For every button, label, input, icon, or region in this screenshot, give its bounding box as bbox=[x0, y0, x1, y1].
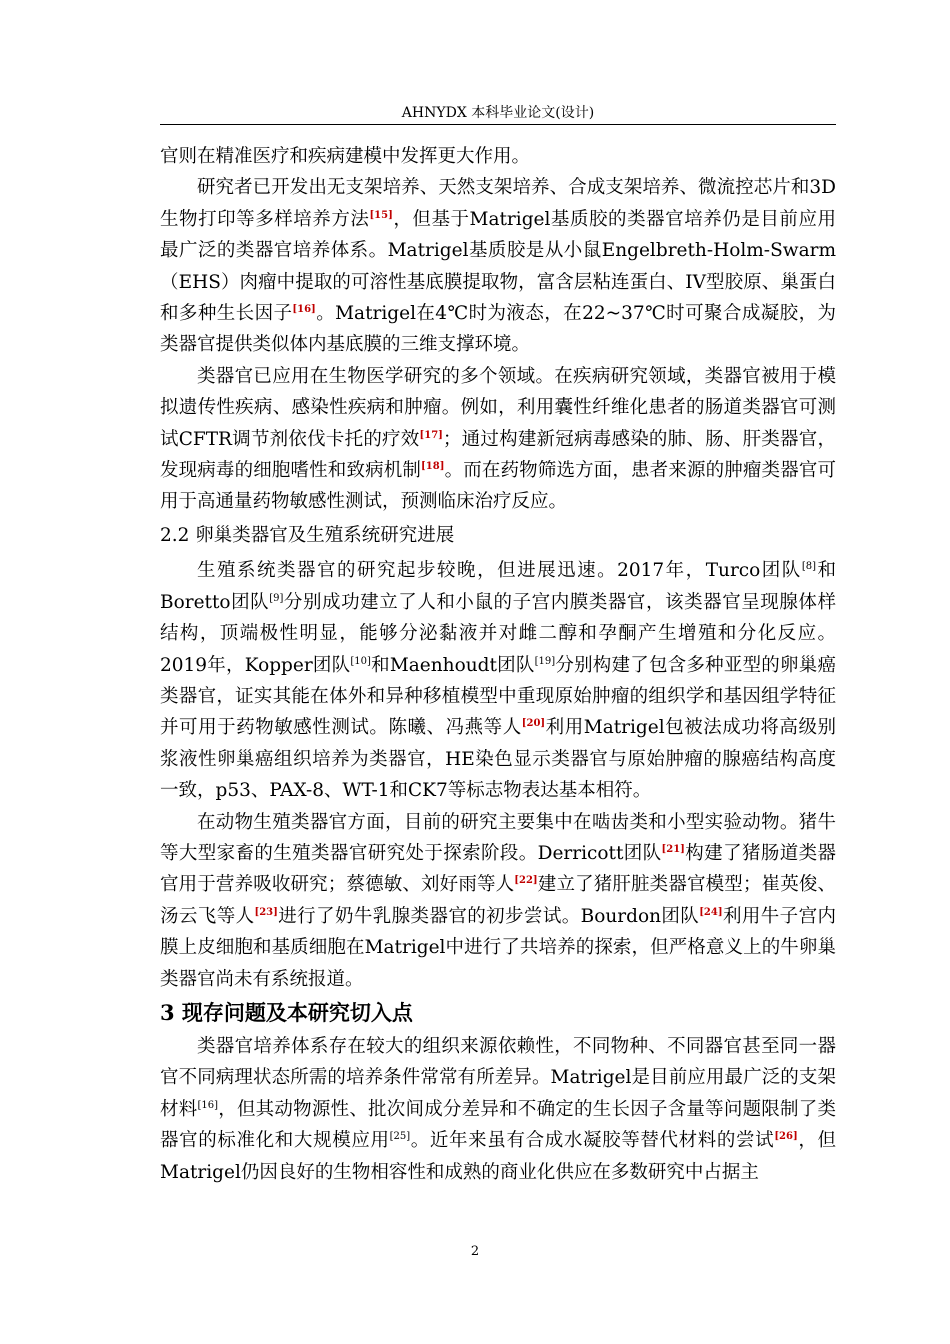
section-heading-2-2: 2.2 卵巢类器官及生殖系统研究进展 bbox=[160, 524, 455, 546]
citation-ref[interactable]: [15] bbox=[369, 209, 393, 221]
citation-ref[interactable]: [9] bbox=[269, 592, 284, 604]
citation-ref[interactable]: [16] bbox=[197, 1099, 218, 1111]
paragraph-text: ，但Matrigel仍因良好的生物相容性和成熟的商业化供应在多数研究中占据主 bbox=[160, 1130, 836, 1183]
citation-ref[interactable]: [20] bbox=[521, 718, 546, 730]
page-number: 2 bbox=[470, 1244, 480, 1259]
paragraph-continuation bbox=[160, 141, 836, 172]
paragraph-text: 官则在精准医疗和疾病建模中发挥更大作用。 bbox=[160, 146, 531, 167]
paragraph-text: ，但其动物源性、批次间成分差异和不确定的生长因子含量等问题限制了类器官的标准化和大规模应用 bbox=[160, 1098, 836, 1152]
paragraph-text: 研究者已开发出无支架培养、天然支架培养、合成支架培养、微流控芯片和3D生物打印等多样培养方法 bbox=[160, 177, 836, 230]
citation-ref[interactable]: [22] bbox=[514, 875, 538, 887]
section-heading-3: 3 现存问题及本研究切入点 bbox=[160, 999, 413, 1025]
paragraph-text: 类器官培养体系存在较大的组织来源依赖性，不同物种、不同器官甚至同一器官不同病理状态所需的培养条件常常有所差异。Matrigel是目前应用最广泛的支架材料 bbox=[160, 1035, 836, 1120]
paragraph-text: 类器官已应用在生物医学研究的多个领域。在疾病研究领域，类器官被用于模拟遗传性疾病、感染性疾病和肿瘤。例如，利用囊性纤维化患者的肠道类器官可测试CFTR调节剂依伐卡托的疗效 bbox=[160, 365, 836, 450]
paragraph-applications bbox=[160, 361, 836, 518]
citation-ref[interactable]: [16] bbox=[292, 303, 316, 315]
paragraph-current-problems bbox=[160, 1031, 836, 1188]
paragraph-culture-methods bbox=[160, 172, 836, 360]
citation-ref[interactable]: [25] bbox=[389, 1131, 411, 1143]
paragraph-reproductive-organoids bbox=[160, 555, 836, 806]
paragraph-text: 和Maenhoudt团队 bbox=[370, 654, 535, 676]
paragraph-text: ，但基于Matrigel基质胶的类器官培养仍是目前应用最广泛的类器官培养体系。Matrigel基质胶是从小鼠Engelbreth-Holm-Swarm（EHS）肉瘤中提取的可溶性基底膜提取物，富含层粘连蛋白、IV型胶原、巢蛋白和多种生长因子 bbox=[160, 208, 836, 325]
citation-ref[interactable]: [21] bbox=[661, 843, 685, 855]
citation-ref[interactable]: [26] bbox=[774, 1131, 798, 1143]
paragraph-text: 分别成功建立了人和小鼠的子宫内膜类器官，该类器官呈现腺体样结构，顶端极性明显，能够分泌黏液并对雌二醇和孕酮产生增殖和分化反应。2019年，Kopper团队 bbox=[160, 591, 836, 676]
paragraph-text: 和Boretto团队 bbox=[160, 560, 836, 613]
paragraph-text: 。近年来虽有合成水凝胶等替代材料的尝试 bbox=[410, 1130, 775, 1152]
running-header: AHNYDX 本科毕业论文(设计) bbox=[401, 105, 595, 121]
paragraph-text: 利用Matrigel包被法成功将高级别浆液性卵巢癌组织培养为类器官，HE染色显示类器官与原始肿瘤的腺癌结构高度一致，p53、PAX-8、WT-1和CK7等标志物表达基本相符。 bbox=[160, 717, 836, 802]
paragraph-text: 构建了猪肠道类器官用于营养吸收研究；蔡德敏、刘好雨等人 bbox=[160, 842, 836, 896]
citation-ref[interactable]: [18] bbox=[421, 460, 445, 472]
paragraph-text: ；通过构建新冠病毒感染的肺、肠、肝类器官，发现病毒的细胞嗜性和致病机制 bbox=[160, 428, 836, 482]
citation-ref[interactable]: [17] bbox=[419, 429, 443, 441]
paragraph-text: 进行了奶牛乳腺类器官的初步尝试。Bourdon团队 bbox=[277, 905, 700, 927]
citation-ref[interactable]: [8] bbox=[801, 561, 816, 573]
paragraph-text: 生殖系统类器官的研究起步较晚，但进展迅速。2017年，Turco团队 bbox=[197, 560, 802, 582]
paragraph-animal-organoids bbox=[160, 807, 836, 995]
paragraph-text: 。Matrigel在4℃时为液态，在22~37℃时可聚合成凝胶，为类器官提供类似体内基底膜的三维支撑环境。 bbox=[160, 303, 836, 356]
document-body bbox=[160, 141, 836, 1188]
citation-ref[interactable]: [23] bbox=[254, 906, 278, 918]
citation-ref[interactable]: [24] bbox=[699, 906, 723, 918]
citation-ref[interactable]: [10] bbox=[350, 655, 371, 667]
paragraph-text: 分别构建了包含多种亚型的卵巢癌类器官，证实其能在体外和异种移植模型中重现原始肿瘤的组织学和基因组学特征并可用于药物敏感性测试。陈曦、冯燕等人 bbox=[160, 654, 836, 739]
paragraph-text: 在动物生殖类器官方面，目前的研究主要集中在啮齿类和小型实验动物。猪牛等大型家畜的生殖类器官研究处于探索阶段。Derricott团队 bbox=[160, 811, 836, 864]
paragraph-text: 利用牛子宫内膜上皮细胞和基质细胞在Matrigel中进行了共培养的探索，但严格意义上的牛卵巢类器官尚未有系统报道。 bbox=[160, 905, 836, 990]
citation-ref[interactable]: [19] bbox=[534, 655, 556, 667]
paragraph-text: 。而在药物筛选方面，患者来源的肿瘤类器官可用于高通量药物敏感性测试，预测临床治疗反应。 bbox=[160, 460, 836, 513]
paragraph-text: 建立了猪肝脏类器官模型；崔英俊、汤云飞等人 bbox=[160, 874, 836, 927]
header-divider bbox=[160, 124, 836, 125]
